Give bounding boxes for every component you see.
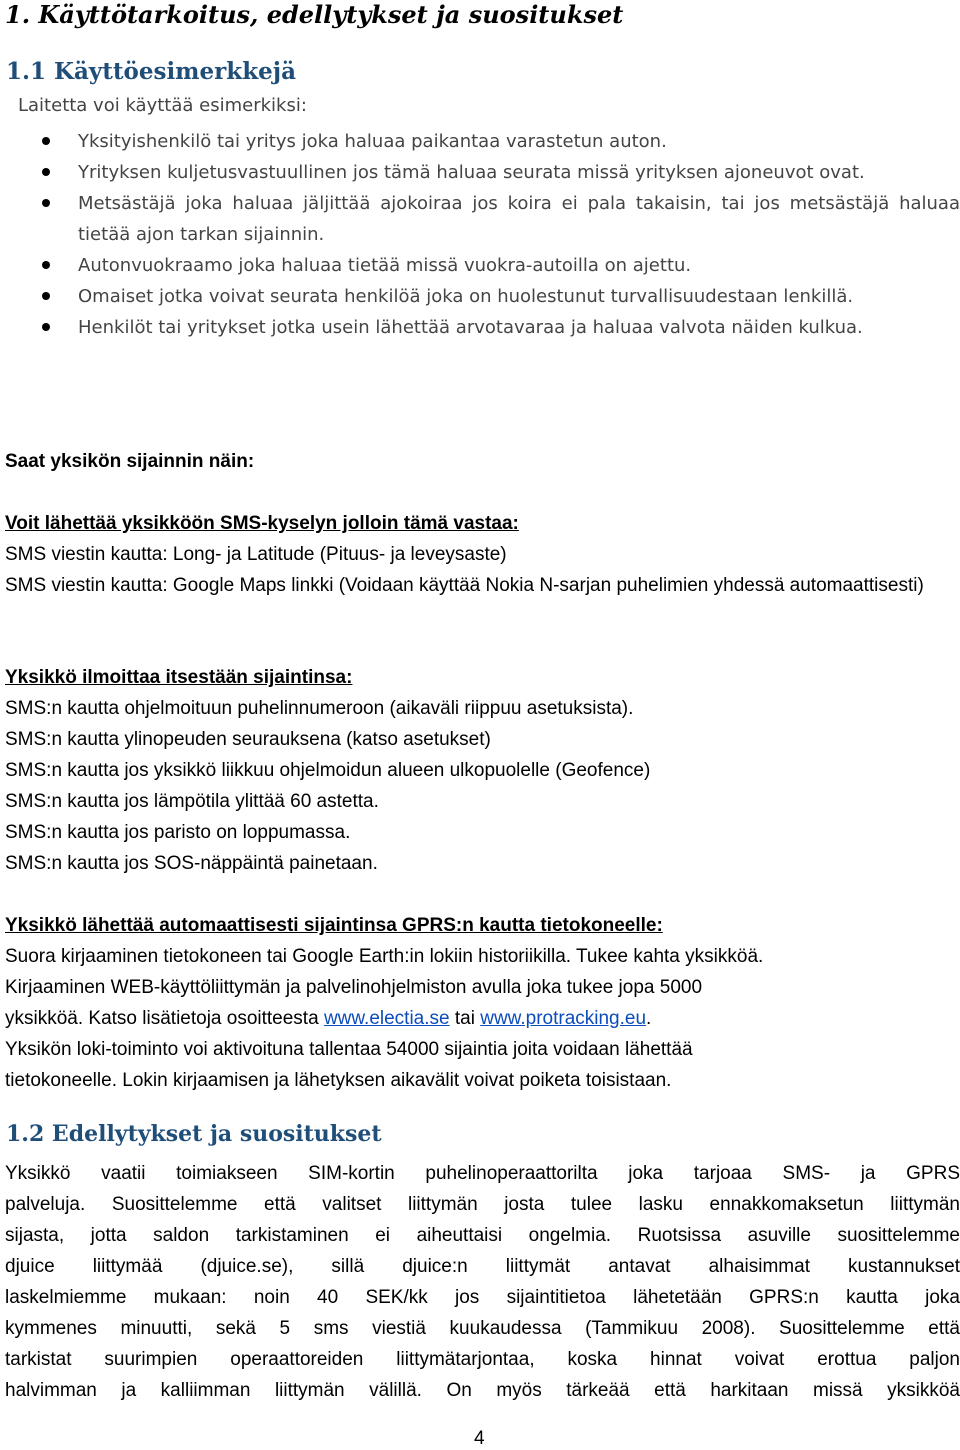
- self-report-line: SMS:n kautta ohjelmoituun puhelinnumeroon (aikaväli riippuu asetuksista).: [5, 698, 634, 719]
- self-report-line: SMS:n kautta jos SOS-näppäintä painetaan.: [5, 853, 378, 874]
- list-item: Autonvuokraamo joka haluaa tietää missä vuokra-autoilla on ajettu.: [0, 250, 960, 281]
- bullet-icon: [42, 168, 50, 176]
- body-line: palveluja. Suosittelemme että valitset liittymän josta tulee lasku ennakkomaksetun liittymän: [5, 1194, 960, 1215]
- location-heading: Saat yksikön sijainnin näin:: [5, 451, 255, 472]
- section-1-2-body: [5, 1158, 960, 1406]
- section-1-2-title: 1.2 Edellytykset ja suositukset: [6, 1121, 382, 1147]
- chapter-heading: 1. Käyttötarkoitus, edellytykset ja suositukset: [5, 0, 624, 29]
- gprs-line: Suora kirjaaminen tietokoneen tai Google Earth:in lokiin historiikilla. Tukee kahta yksikköä.: [5, 946, 764, 967]
- gprs-line-links: yksikköä. Katso lisätietoja osoitteesta www.electia.se tai www.protracking.eu.: [5, 1008, 652, 1029]
- usage-examples-list: [0, 126, 960, 343]
- list-item: Omaiset jotka voivat seurata henkilöä joka on huolestunut turvallisuudestaan lenkillä.: [0, 281, 960, 312]
- sms-query-block: [5, 508, 960, 601]
- self-report-line: SMS:n kautta jos lämpötila ylittää 60 astetta.: [5, 791, 379, 812]
- body-line: Yksikkö vaatii toimiakseen SIM-kortin puhelinoperaattorilta joka tarjoaa SMS- ja GPRS: [5, 1163, 960, 1184]
- bullet-icon: [42, 323, 50, 331]
- self-report-line: SMS:n kautta ylinopeuden seurauksena (katso asetukset): [5, 729, 491, 750]
- sms-query-line: SMS viestin kautta: Long- ja Latitude (Pituus- ja leveysaste): [5, 544, 507, 565]
- section-1-1-intro: Laitetta voi käyttää esimerkiksi:: [18, 95, 307, 116]
- section-1-1-title: 1.1 Käyttöesimerkkejä: [6, 58, 297, 85]
- body-line: tarkistat suurimpien operaattoreiden liittymätarjontaa, koska hinnat voivat erottua paljon: [5, 1349, 960, 1370]
- body-line: laskelmiemme mukaan: noin 40 SEK/kk jos sijaintitietoa lähetetään GPRS:n kautta joka: [5, 1287, 960, 1308]
- bullet-icon: [42, 261, 50, 269]
- body-line: sijasta, jotta saldon tarkistaminen ei aiheuttaisi ongelmia. Ruotsissa asuville suosittelemme: [5, 1225, 960, 1246]
- self-report-line: SMS:n kautta jos paristo on loppumassa.: [5, 822, 351, 843]
- page-number: 4: [474, 1428, 485, 1449]
- gprs-line: tietokoneelle. Lokin kirjaamisen ja lähetyksen aikavälit voivat poiketa toisistaan.: [5, 1070, 672, 1091]
- self-report-line: SMS:n kautta jos yksikkö liikkuu ohjelmoidun alueen ulkopuolelle (Geofence): [5, 760, 651, 781]
- protracking-link[interactable]: www.protracking.eu: [480, 1008, 647, 1029]
- list-item: Yksityishenkilö tai yritys joka haluaa paikantaa varastetun auton.: [0, 126, 960, 157]
- list-item: Henkilöt tai yritykset jotka usein lähettää arvotavaraa ja haluaa valvota näiden kulkua.: [0, 312, 960, 343]
- gprs-line: Yksikön loki-toiminto voi aktivoituna tallentaa 54000 sijaintia joita voidaan lähettää: [5, 1039, 693, 1060]
- location-heading-block: [5, 446, 960, 477]
- gprs-heading: Yksikkö lähettää automaattisesti sijaintinsa GPRS:n kautta tietokoneelle:: [5, 915, 663, 936]
- body-line: djuice liittymää (djuice.se), sillä djuice:n liittymät antavat alhaisimmat kustannukset: [5, 1256, 960, 1277]
- list-item: Yrityksen kuljetusvastuullinen jos tämä haluaa seurata missä yrityksen ajoneuvot ovat.: [0, 157, 960, 188]
- sms-query-heading: Voit lähettää yksikköön SMS-kyselyn jolloin tämä vastaa:: [5, 513, 519, 534]
- bullet-icon: [42, 292, 50, 300]
- bullet-icon: [42, 137, 50, 145]
- self-report-block: [5, 662, 960, 879]
- sms-query-line: SMS viestin kautta: Google Maps linkki (Voidaan käyttää Nokia N-sarjan puhelimien yhdessä automaattisesti): [5, 575, 924, 596]
- list-item: Metsästäjä joka haluaa jäljittää ajokoiraa jos koira ei pala takaisin, tai jos metsästäjä haluaa tietää ajon tarkan sijainnin.: [0, 188, 960, 250]
- electia-link[interactable]: www.electia.se: [323, 1008, 450, 1029]
- gprs-line: Kirjaaminen WEB-käyttöliittymän ja palvelinohjelmiston avulla joka tukee jopa 5000: [5, 977, 703, 998]
- bullet-icon: [42, 199, 50, 207]
- body-line: halvimman ja kalliimman liittymän välillä. On myös tärkeää että harkitaan missä yksikköä: [5, 1380, 960, 1401]
- body-line: kymmenes minuutti, sekä 5 sms viestiä kuukaudessa (Tammikuu 2008). Suosittelemme että: [5, 1318, 960, 1339]
- gprs-block: [5, 910, 960, 1096]
- self-report-heading: Yksikkö ilmoittaa itsestään sijaintinsa:: [5, 667, 353, 688]
